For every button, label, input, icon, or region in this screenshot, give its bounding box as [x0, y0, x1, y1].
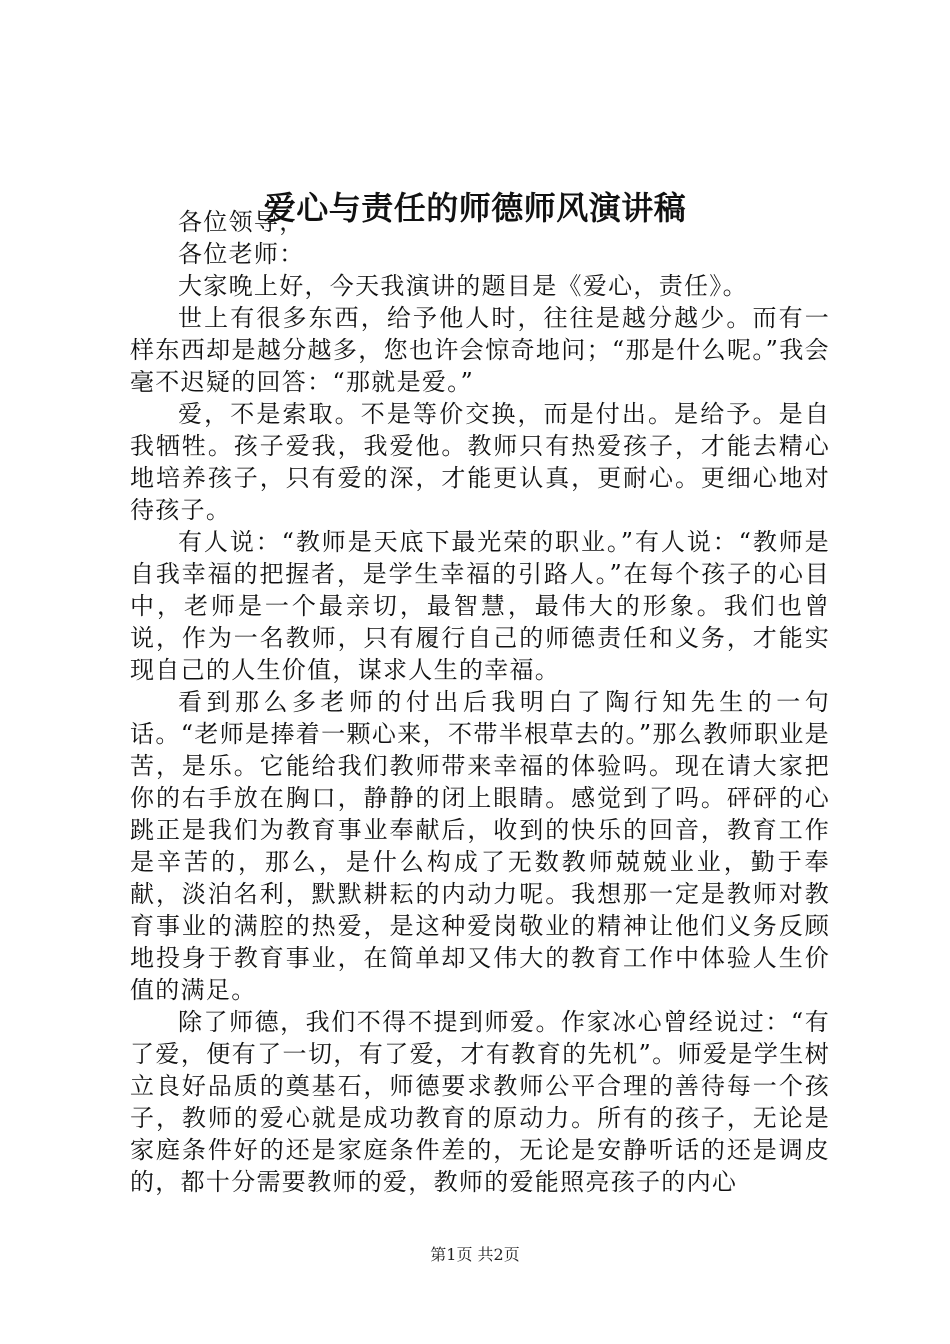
paragraph-intro: 大家晚上好，今天我演讲的题目是《爱心，责任》。 — [178, 272, 748, 300]
paragraph-greeting-teachers: 各位老师： — [178, 240, 305, 268]
paragraph: 世上有很多东西，给予他人时，往往是越分越少。而有一样东西却是越分越多，您也许会惊奇地问；“那是什么呢。”我会毫不迟疑的回答：“那就是爱。” — [130, 304, 830, 396]
paragraph-greeting-leaders: 各位领导， — [178, 208, 305, 236]
paragraph: 爱，不是索取。不是等价交换，而是付出。是给予。是自我牺牲。孩子爱我，我爱他。教师只有热爱孩子，才能去精心地培养孩子，只有爱的深，才能更认真，更耐心。更细心地对待孩子。 — [130, 400, 830, 524]
paragraph: 有人说：“教师是天底下最光荣的职业。”有人说：“教师是自我幸福的把握者，是学生幸福的引路人。”在每个孩子的心目中，老师是一个最亲切，最智慧，最伟大的形象。我们也曾说，作为一名教师，只有履行自己的师德责任和义务，才能实现自己的人生价值，谋求人生的幸福。 — [130, 528, 830, 684]
paragraph: 看到那么多老师的付出后我明白了陶行知先生的一句话。“老师是捧着一颗心来，不带半根草去的。”那么教师职业是苦，是乐。它能给我们教师带来幸福的体验吗。现在请大家把你的右手放在胸口，静静的闭上眼睛。感觉到了吗。砰砰的心跳正是我们为教育事业奉献后，收到的快乐的回音，教育工作是辛苦的，那么，是什么构成了无数教师兢兢业业，勤于奉献，淡泊名利，默默耕耘的内动力呢。我想那一定是教师对教育事业的满腔的热爱，是这种爱岗敬业的精神让他们义务反顾地投身于教育事业，在简单却又伟大的教育工作中体验人生价值的满足。 — [130, 688, 830, 1004]
document-title: 爱心与责任的师德师风演讲稿 — [263, 189, 687, 227]
paragraph: 除了师德，我们不得不提到师爱。作家冰心曾经说过：“有了爱，便有了一切，有了爱，才有教育的先机”。师爱是学生树立良好品质的奠基石，师德要求教师公平合理的善待每一个孩子，教师的爱心就是成功教育的原动力。所有的孩子，无论是家庭条件好的还是家庭条件差的，无论是安静听话的还是调皮的，都十分需要教师的爱，教师的爱能照亮孩子的内心 — [130, 1008, 830, 1196]
document-body — [130, 206, 830, 1198]
page-number-footer: 第1页 共2页 — [430, 1245, 520, 1264]
